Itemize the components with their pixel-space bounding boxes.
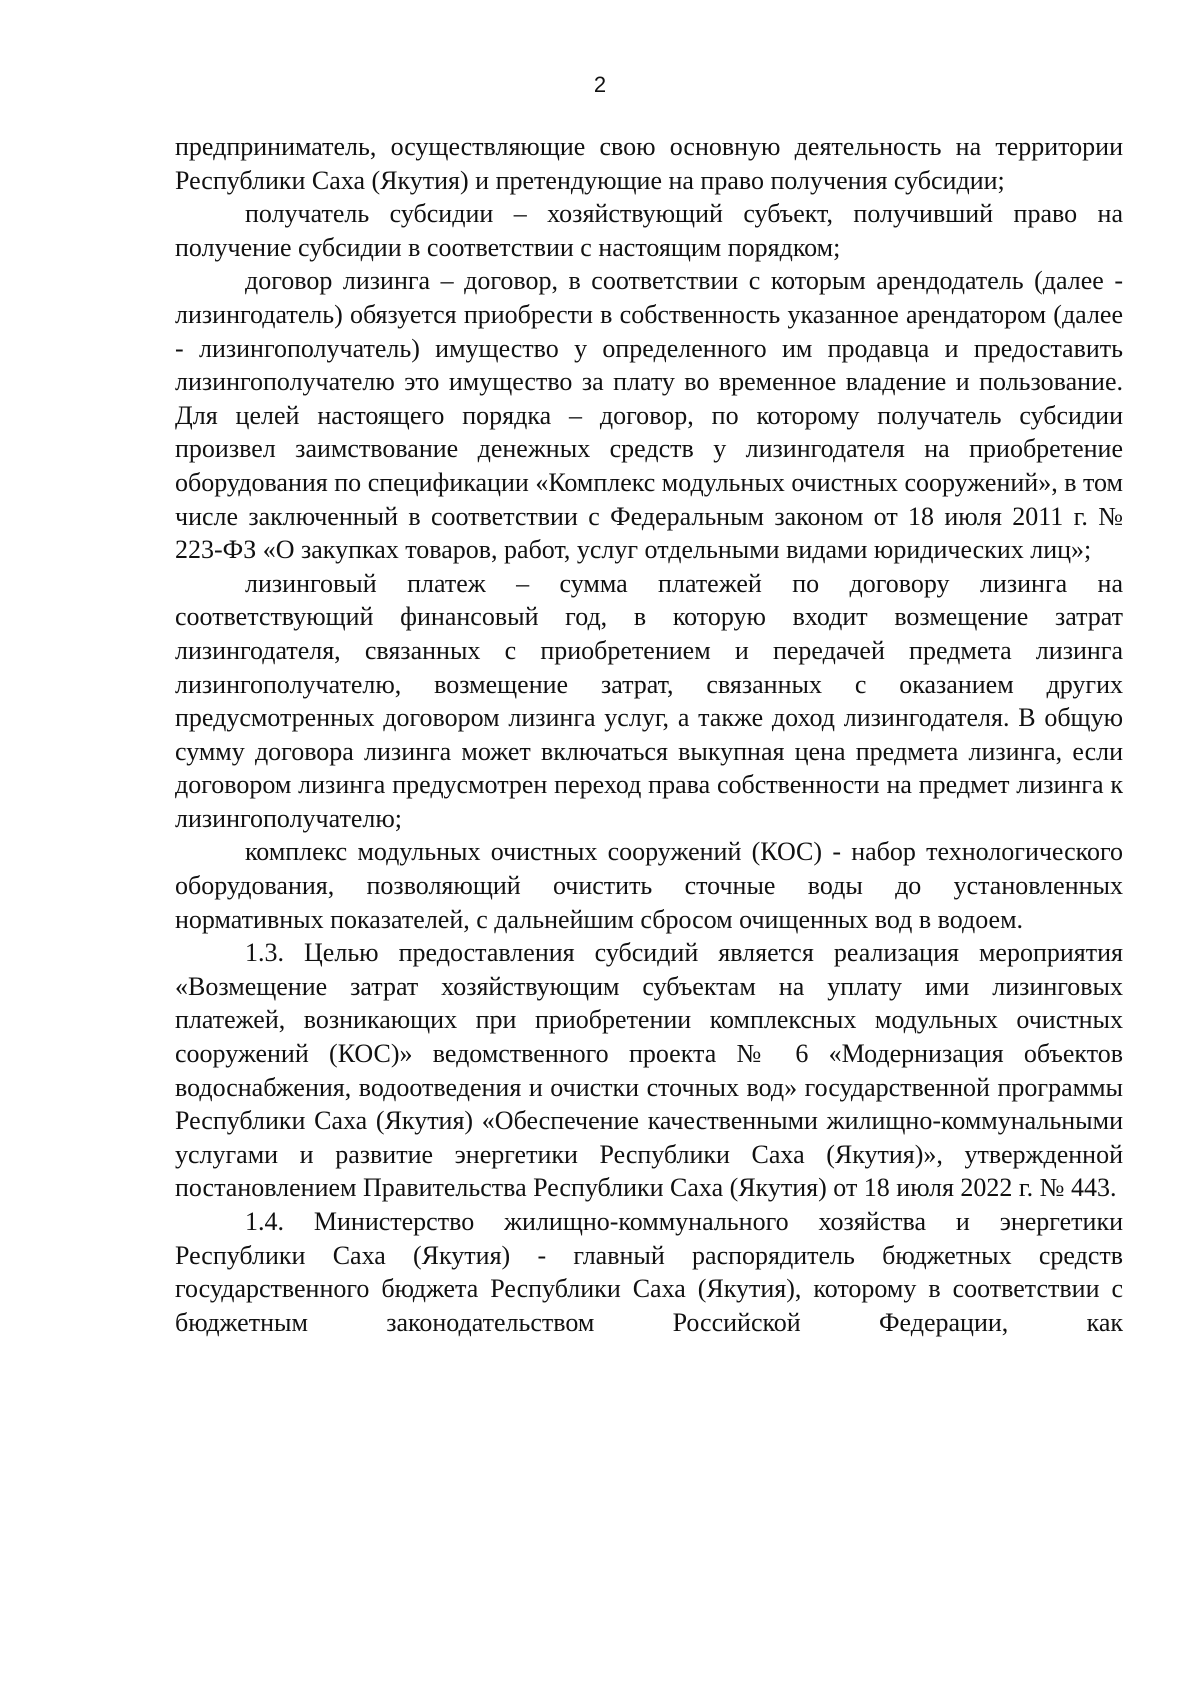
paragraph-leasing-contract: договор лизинга – договор, в соответствии с которым арендодатель (далее - лизингодатель) обязуется приобрести в собственность указанное арендатором (далее - лизингополучатель) имущество у определенного им продавца и предоставить лизингополучателю это имущество за плату во временное владение и пользование. Для целей настоящего порядка – договор, по которому получатель субсидии произвел заимствование денежных средств у лизингодателя на приобретение оборудования по спецификации «Комплекс модульных очистных сооружений», в том числе заключенный в соответствии с Федеральным законом от 18 июля 2011 г. № 223-ФЗ «О закупках товаров, работ, услуг отдельными видами юридических лиц»; bbox=[175, 266, 1123, 565]
paragraph-section-1-4: 1.4. Министерство жилищно-коммунального хозяйства и энергетики Республики Саха (Якутия) - главный распорядитель бюджетных средств государственного бюджета Республики Саха (Якутия), которому в соответствии с бюджетным законодательством Российской Федерации, как bbox=[175, 1207, 1123, 1337]
document-body bbox=[175, 130, 1123, 1339]
paragraph-subsidy-recipient: получатель субсидии – хозяйствующий субъект, получивший право на получение субсидии в соответствии с настоящим порядком; bbox=[175, 199, 1123, 262]
paragraph-treatment-complex: комплекс модульных очистных сооружений (КОС) - набор технологического оборудования, позволяющий очистить сточные воды до установленных нормативных показателей, с дальнейшим сбросом очищенных вод в водоем. bbox=[175, 837, 1123, 934]
paragraph-section-1-3: 1.3. Целью предоставления субсидий является реализация мероприятия «Возмещение затрат хозяйствующим субъектам на уплату ими лизинговых платежей, возникающих при приобретении комплексных модульных очистных сооружений (КОС)» ведомственного проекта № 6 «Модернизация объектов водоснабжения, водоотведения и очистки сточных вод» государственной программы Республики Саха (Якутия) «Обеспечение качественными жилищно-коммунальными услугами и развитие энергетики Республики Саха (Якутия)», утвержденной постановлением Правительства Республики Саха (Якутия) от 18 июля 2022 г. № 443. bbox=[175, 938, 1123, 1203]
page-number: 2 bbox=[593, 72, 607, 97]
paragraph-continuation: предприниматель, осуществляющие свою основную деятельность на территории Республики Саха (Якутия) и претендующие на право получения субсидии; bbox=[175, 132, 1123, 195]
paragraph-leasing-payment: лизинговый платеж – сумма платежей по договору лизинга на соответствующий финансовый год, в которую входит возмещение затрат лизингодателя, связанных с приобретением и передачей предмета лизинга лизингополучателю, возмещение затрат, связанных с оказанием других предусмотренных договором лизинга услуг, а также доход лизингодателя. В общую сумму договора лизинга может включаться выкупная цена предмета лизинга, если договором лизинга предусмотрен переход права собственности на предмет лизинга к лизингополучателю; bbox=[175, 568, 1123, 833]
